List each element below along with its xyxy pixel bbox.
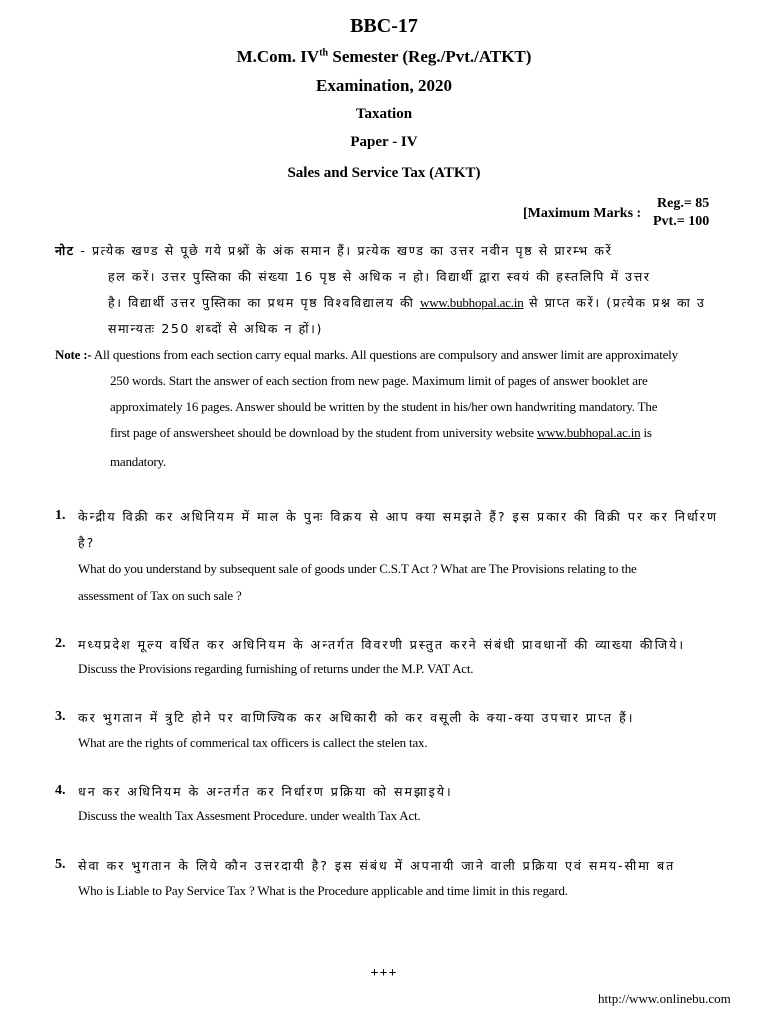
english-note-label: Note :- bbox=[55, 347, 92, 362]
english-note-text-1: All questions from each section carry equal marks. All questions are compulsory and answer limit are approximately bbox=[91, 347, 678, 362]
question-english-line: assessment of Tax on such sale ? bbox=[78, 588, 242, 603]
english-note-text-4b: is bbox=[640, 425, 652, 440]
question-number: 2. bbox=[55, 636, 66, 651]
hindi-note-line-2: हल करें। उत्तर पुस्तिका की संख्या 16 पृष्ठ से अधिक न हो। विद्यार्थी द्वारा स्वयं की हस्तलिपि में उत्तर bbox=[108, 269, 651, 284]
course-title bbox=[0, 47, 768, 67]
english-note-line-5: mandatory. bbox=[110, 454, 166, 469]
question-hindi-line: केन्द्रीय विक्री कर अधिनियम में माल के पुनः विक्रय से आप क्या समझते हैं? इस प्रकार की विक्री पर कर निर्धारण bbox=[78, 509, 718, 524]
english-note-line-2: 250 words. Start the answer of each section from new page. Maximum limit of pages of answer booklet are bbox=[110, 373, 648, 388]
english-note-line-1 bbox=[55, 347, 678, 363]
course-rest: Semester (Reg./Pvt./ATKT) bbox=[328, 47, 532, 66]
question-hindi-line: धन कर अधिनियम के अन्तर्गत कर निर्धारण प्रक्रिया को समझाइये। bbox=[78, 784, 453, 799]
paper-code: BBC-17 bbox=[350, 15, 418, 37]
question-number: 1. bbox=[55, 508, 66, 523]
paper-number: Paper - IV bbox=[350, 134, 418, 150]
hindi-note-line-4: समान्यतः 250 शब्दों से अधिक न हों।) bbox=[108, 321, 323, 336]
hindi-note-label: नोट bbox=[55, 243, 75, 258]
question-hindi-line: मध्यप्रदेश मूल्य वर्धित कर अधिनियम के अन्तर्गत विवरणी प्रस्तुत करने संबंधी प्रावधानों की व्याख्या कीजिये। bbox=[78, 637, 686, 652]
exam-year: Examination, 2020 bbox=[315, 76, 453, 95]
regular-marks: Reg.= 85 bbox=[657, 196, 710, 211]
question-number: 5. bbox=[55, 857, 66, 872]
course-main: M.Com. IV bbox=[236, 47, 320, 66]
question-english-line: What do you understand by subsequent sale of goods under C.S.T Act ? What are The Provisions relating to the bbox=[78, 561, 637, 576]
question-hindi-line: कर भुगतान में त्रुटि होने पर वाणिज्यिक कर अधिकारी को कर वसूली के क्या-क्या उपचार प्राप्त हैं। bbox=[78, 710, 635, 725]
maximum-marks-label: [Maximum Marks : bbox=[523, 206, 642, 221]
question-number: 4. bbox=[55, 783, 66, 798]
question-hindi-line: है? bbox=[78, 535, 96, 550]
hindi-note-university-link[interactable]: www.bubhopal.ac.in bbox=[420, 295, 524, 310]
hindi-note-line-3 bbox=[108, 294, 705, 311]
question-english-line: Discuss the Provisions regarding furnishing of returns under the M.P. VAT Act. bbox=[78, 661, 474, 676]
hindi-note-line-1 bbox=[55, 242, 612, 259]
hindi-note-text-3a: है। विद्यार्थी उत्तर पुस्तिका का प्रथम पृष्ठ विश्वविद्यालय की bbox=[108, 295, 421, 310]
english-note-line-3: approximately 16 pages. Answer should be written by the student in his/her own handwriting mandatory. The bbox=[110, 399, 658, 414]
hindi-note-text-3b: से प्राप्त करें। (प्रत्येक प्रश्न का उ bbox=[523, 295, 706, 310]
question-hindi-line: सेवा कर भुगतान के लिये कौन उत्तरदायी है? इस संबंध में अपनायी जाने वाली प्रक्रिया एवं समय-सीमा बत bbox=[78, 858, 676, 873]
subject-title: Taxation bbox=[355, 106, 413, 122]
course-superscript: th bbox=[319, 47, 329, 59]
english-note-university-link[interactable]: www.bubhopal.ac.in bbox=[536, 425, 641, 440]
footer-website-link[interactable]: http://www.onlinebu.com bbox=[598, 991, 731, 1006]
paper-title: Sales and Service Tax (ATKT) bbox=[287, 165, 481, 181]
hindi-note-text-1: - प्रत्येक खण्ड से पूछे गये प्रश्नों के अंक समान हैं। प्रत्येक खण्ड का उत्तर नवीन पृष्ठ से प्रारम्भ करें bbox=[74, 243, 613, 258]
english-note-text-4a: first page of answersheet should be download by the student from university website bbox=[110, 425, 537, 440]
question-english-line: Discuss the wealth Tax Assesment Procedure. under wealth Tax Act. bbox=[78, 808, 421, 823]
private-marks: Pvt.= 100 bbox=[653, 214, 710, 229]
english-note-line-4 bbox=[110, 425, 652, 441]
question-english-line: Who is Liable to Pay Service Tax ? What is the Procedure applicable and time limit in this regard. bbox=[78, 883, 568, 898]
question-number: 3. bbox=[55, 709, 66, 724]
question-english-line: What are the rights of commerical tax officers is callect the stelen tax. bbox=[78, 735, 428, 750]
end-marker: +++ bbox=[370, 966, 398, 981]
